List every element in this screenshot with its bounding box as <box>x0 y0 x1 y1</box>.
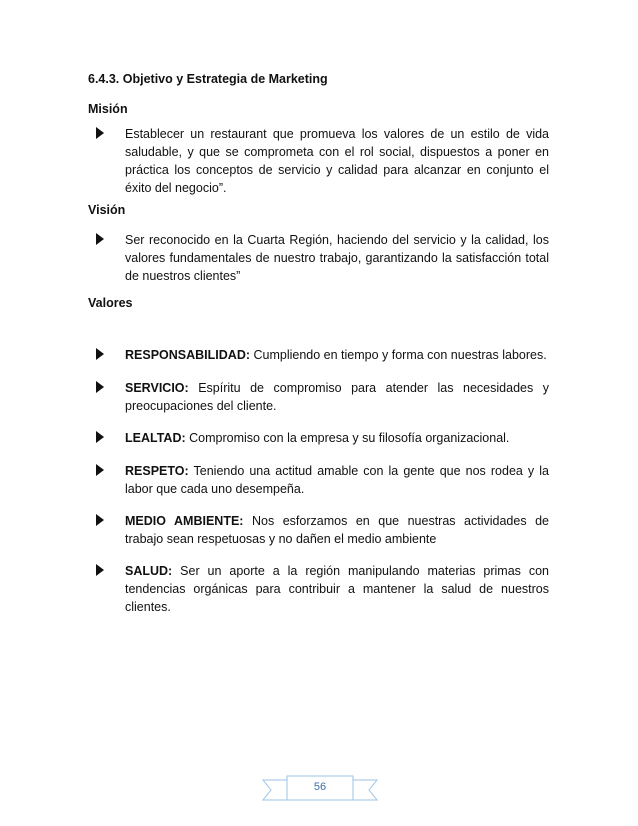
arrow-bullet-icon <box>96 464 106 476</box>
mision-heading: Misión <box>88 102 128 116</box>
arrow-bullet-icon <box>96 233 106 245</box>
valor-text: Espíritu de compromiso para atender las necesidades y preocupaciones del cliente. <box>125 381 549 413</box>
valor-text: Compromiso con la empresa y su filosofía organizacional. <box>185 431 510 445</box>
valor-item <box>125 462 549 498</box>
valor-term: RESPONSABILIDAD: <box>125 348 251 362</box>
section-title: 6.4.3. Objetivo y Estrategia de Marketing <box>88 72 328 86</box>
valor-text: Ser un aporte a la región manipulando materias primas con tendencias orgánicas para contribuir a mantener la salud de nuestros clientes. <box>125 564 549 614</box>
valor-text: Cumpliendo en tiempo y forma con nuestras labores. <box>250 348 547 362</box>
valor-text: Teniendo una actitud amable con la gente que nos rodea y la labor que cada uno desempeña. <box>125 464 549 496</box>
vision-heading: Visión <box>88 203 126 217</box>
mision-text: Establecer un restaurant que promueva los valores de un estilo de vida saludable, y que se comprometa con el rol social, dispuestos a poner en práctica los conceptos de servicio y calidad para alcanzar en conjunto el éxito del negocio”. <box>125 127 549 195</box>
arrow-bullet-icon <box>96 514 106 526</box>
page-number: 56 <box>313 781 327 793</box>
valor-item <box>125 346 549 364</box>
arrow-bullet-icon <box>96 348 106 360</box>
valor-term: LEALTAD: <box>125 431 186 445</box>
arrow-bullet-icon <box>96 381 106 393</box>
valor-text: Nos esforzamos en que nuestras actividades de trabajo sean respetuosas y no dañen el medio ambiente <box>125 514 550 546</box>
valor-item <box>125 562 549 616</box>
vision-text: Ser reconocido en la Cuarta Región, haciendo del servicio y la calidad, los valores fundamentales de nuestro trabajo, garantizando la satisfacción total de nuestros clientes” <box>125 233 549 283</box>
valor-term: SERVICIO: <box>125 381 189 395</box>
valor-item <box>125 379 549 415</box>
arrow-bullet-icon <box>96 431 106 443</box>
valores-heading: Valores <box>88 296 133 310</box>
valor-term: SALUD: <box>125 564 173 578</box>
valor-term: RESPETO: <box>125 464 189 478</box>
valor-item <box>125 512 549 548</box>
valor-term: MEDIO AMBIENTE: <box>125 514 244 528</box>
arrow-bullet-icon <box>96 127 106 139</box>
arrow-bullet-icon <box>96 564 106 576</box>
valor-item <box>125 429 549 447</box>
page-number-ribbon <box>261 774 379 804</box>
